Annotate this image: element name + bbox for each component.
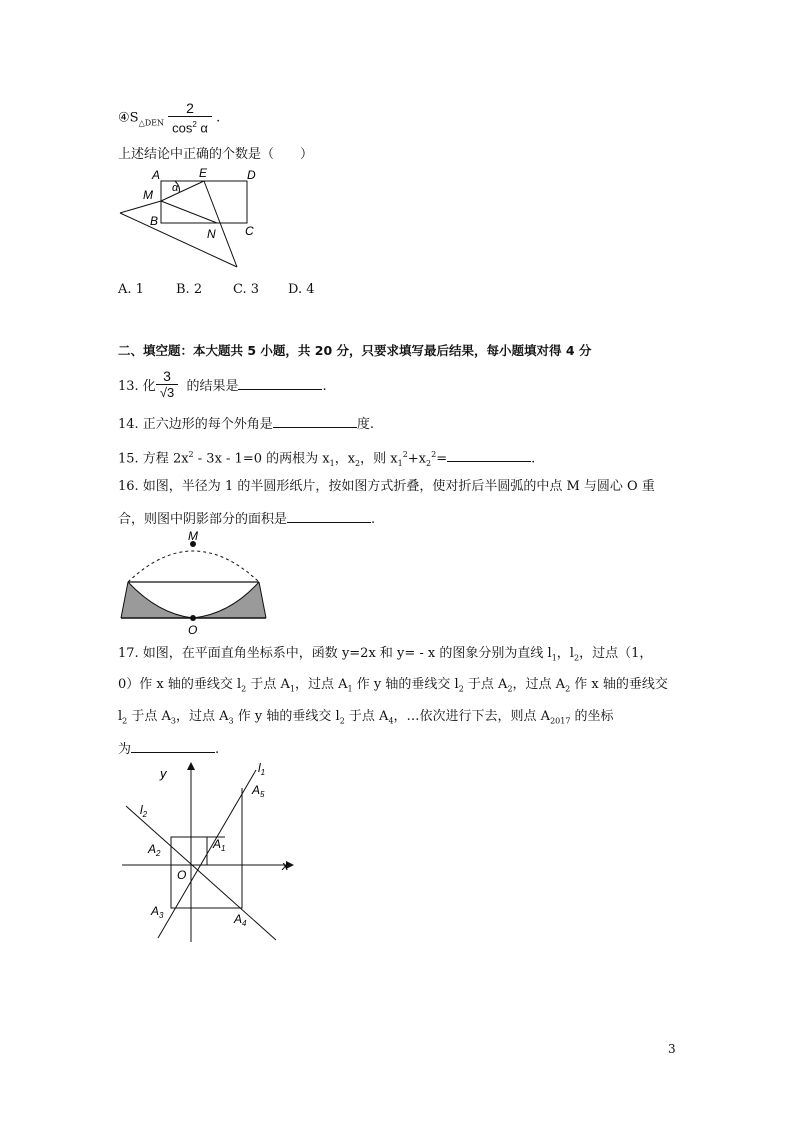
q17-answer-blank[interactable] (131, 740, 215, 753)
label-D: D (247, 168, 256, 182)
q15-sub2: 2 (355, 458, 361, 468)
item-4-formula (118, 100, 220, 136)
q17-l1-sub: 1 (551, 653, 557, 663)
label-C: C (245, 224, 254, 238)
q17-line3e: 于点 A (344, 709, 389, 724)
q17-line3-sub6: 2017 (550, 716, 571, 726)
q15-sub3: 1 (397, 458, 403, 468)
item4-den-base: cos (172, 120, 193, 136)
q15-sup3: 2 (402, 450, 408, 459)
q17-line1-text: 17. 如图，在平面直角坐标系中，函数 y=2x 和 y= - x 的图象分别为直线 l (118, 646, 552, 661)
item4-den-sup: 2 (192, 120, 197, 129)
q15-p4: ，则 x (360, 451, 398, 467)
q15-answer-blank[interactable] (447, 449, 531, 462)
q17-line2e: 于点 A (463, 677, 508, 692)
label-A3: $A_3$ (151, 904, 164, 920)
label-M-semi: M (188, 530, 198, 543)
q13-fraction (156, 368, 178, 401)
label-alpha: α (172, 182, 179, 194)
item4-den-var: α (200, 120, 208, 136)
q15-sub1: 1 (329, 458, 335, 468)
q17-line1b: ，l (556, 646, 574, 661)
line-left-upper (120, 201, 161, 213)
q17-line2-sub5: 2 (507, 684, 513, 694)
q13-suffix: 的结果是 (186, 379, 239, 394)
q13-den-val: 3 (166, 385, 175, 400)
point-O (190, 615, 196, 621)
line-MN (161, 201, 217, 223)
q13 (118, 370, 327, 403)
q17-end: . (215, 742, 220, 757)
q13-end: . (322, 379, 327, 394)
q17-line3-sub1: 2 (122, 716, 128, 726)
q17-line2-sub3: 1 (347, 684, 353, 694)
q15-end: . (531, 451, 536, 467)
q17-line2-sub1: 2 (241, 684, 247, 694)
q17-line2-sub4: 2 (458, 684, 464, 694)
item4-frac-num: 2 (186, 100, 194, 116)
q17-line2-sub2: 1 (289, 684, 296, 694)
q17-line2 (118, 676, 668, 699)
q15-p3: ，x (334, 451, 356, 467)
option-c: C. 3 (233, 282, 260, 297)
label-A5: $A_5$ (252, 783, 265, 799)
q15-sub4: 2 (426, 458, 432, 468)
q17-line2g: 作 x 轴的垂线交 (570, 677, 668, 692)
q17-line2-sub6: 2 (565, 684, 571, 694)
q16-line2-text: 合，则图中阴影部分的面积是 (118, 512, 288, 527)
q16-end: . (371, 512, 376, 527)
q17-line3b: 于点 A (127, 709, 171, 724)
q17-line4-text: 为 (118, 742, 132, 757)
label-B: B (150, 214, 159, 228)
q17-line3-sub2: 3 (170, 716, 177, 726)
q16-answer-blank[interactable] (287, 510, 371, 523)
q17-line2f: ，过点 A (512, 677, 566, 692)
semicircle-figure (118, 530, 270, 640)
spiral-path (171, 788, 242, 908)
q15-sup4: 2 (431, 450, 437, 459)
label-A: A (152, 168, 161, 182)
q13-prefix: 13. 化 (118, 379, 156, 394)
label-E: E (199, 166, 208, 180)
rectangle-figure (115, 165, 265, 271)
shaded-right (193, 582, 266, 618)
item4-fraction (168, 100, 212, 136)
page-number: 3 (668, 1042, 676, 1056)
q14 (118, 415, 374, 434)
q15-sup1: 2 (188, 450, 194, 459)
label-x: x (282, 858, 289, 873)
q17-line3-sub3: 3 (228, 716, 234, 726)
q17-line3c: ，过点 A (176, 709, 229, 724)
label-N: N (207, 227, 216, 241)
q13-num: 3 (163, 368, 171, 384)
q13-answer-blank[interactable] (238, 377, 322, 390)
q17-line3-sub5: 4 (388, 716, 394, 726)
q15-p2: - 3x - 1=0 的两根为 x (193, 451, 330, 467)
label-A4: $A_4$ (234, 912, 247, 928)
line-l2 (126, 806, 276, 940)
item4-frac-den (168, 116, 212, 136)
q17-line3-sub4: 2 (339, 716, 345, 726)
q17-line1 (118, 645, 652, 668)
label-l2: $l_2$ (140, 803, 148, 819)
q16-line2 (118, 510, 375, 529)
label-l1: $l_1$ (258, 761, 266, 777)
q17-line2a: 0）作 x 轴的垂线交 l (118, 677, 242, 692)
section2-heading: 二、填空题：本大题共 5 小题，共 20 分，只要求填写最后结果，每小题填对得 4 分 (118, 343, 592, 358)
q16-line1: 16. 如图，半径为 1 的半圆形纸片，按如图方式折叠，使对折后半圆弧的中点 M 与圆心 O 重 (118, 479, 655, 494)
option-b: B. 2 (176, 282, 203, 297)
shaded-left (121, 582, 193, 618)
q17-line3 (118, 708, 614, 731)
q17-l2-sub: 2 (573, 653, 580, 663)
q17-line3d: 作 y 轴的垂线交 l (233, 709, 340, 724)
q17-line2c: ，过点 A (295, 677, 348, 692)
axes-figure (118, 758, 294, 946)
q13-den-sym: √ (159, 385, 167, 400)
q15-p5: +x (407, 451, 427, 467)
q17-line3a: l (118, 709, 123, 724)
label-A1: $A_1$ (213, 837, 226, 853)
q17-line1c: ，过点（1， (579, 646, 653, 661)
q17-line3g: 的坐标 (570, 709, 614, 724)
option-a: A. 1 (118, 282, 144, 297)
q14-prefix: 14. 正六边形的每个外角是 (118, 417, 273, 432)
option-d: D. 4 (288, 282, 315, 297)
y-axis-arrow-icon (187, 762, 195, 770)
q13-den (156, 384, 178, 401)
item4-label: ④S (118, 110, 139, 126)
q15-p6: = (436, 451, 448, 467)
original-arc-dashed (128, 551, 259, 582)
label-M: M (143, 188, 153, 202)
label-y: y (160, 766, 167, 781)
q15 (118, 446, 535, 473)
q14-answer-blank[interactable] (273, 415, 357, 428)
q15-p1: 15. 方程 2x (118, 451, 189, 467)
line-ME (161, 181, 204, 201)
q17-line2d: 作 y 轴的垂线交 l (352, 677, 459, 692)
question-prompt: 上述结论中正确的个数是（ ） (118, 147, 314, 162)
q17-line2b: 于点 A (246, 677, 290, 692)
label-A2: $A_2$ (148, 842, 161, 858)
label-O-axes: O (177, 868, 187, 882)
q14-end: 度. (356, 417, 374, 432)
q17-line3f: ，…依次进行下去，则点 A (393, 709, 551, 724)
item4-sub: △DEN (138, 118, 164, 128)
item4-tail: . (216, 110, 221, 126)
label-O-semi: O (188, 623, 198, 637)
q17-line4 (118, 740, 219, 759)
